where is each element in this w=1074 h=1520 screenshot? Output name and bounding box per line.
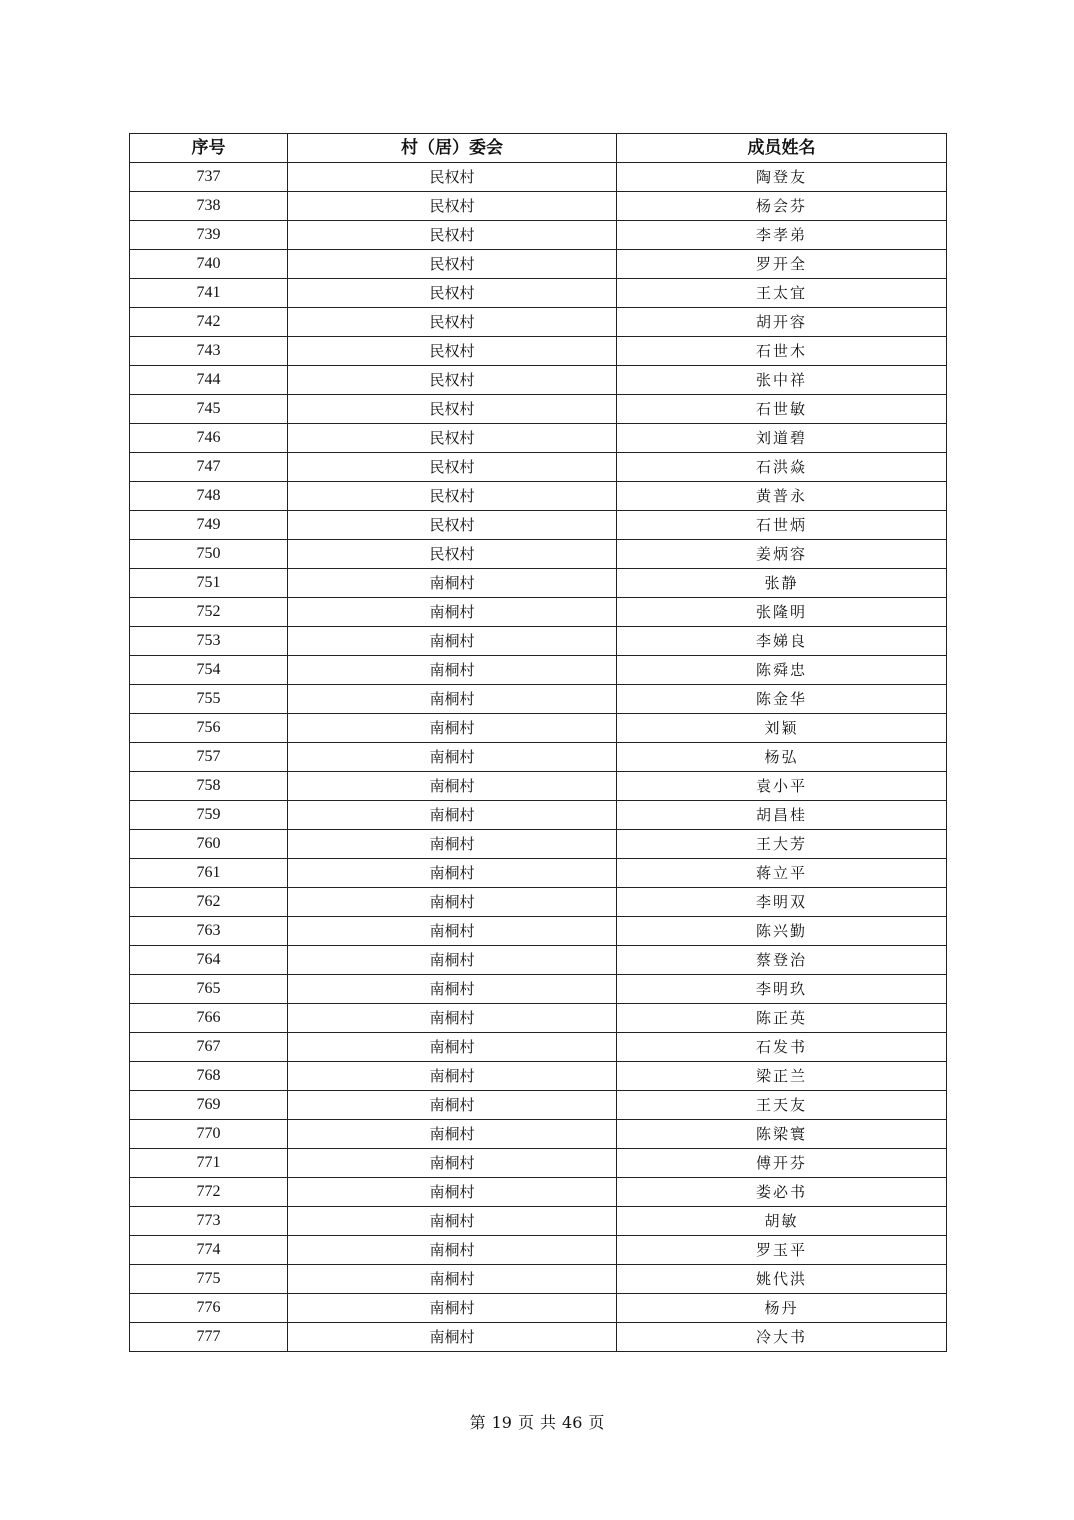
table-row xyxy=(130,569,947,598)
cell-serial-number: 771 xyxy=(130,1149,288,1178)
footer-total-label: 共 xyxy=(540,1413,557,1432)
cell-serial-number: 740 xyxy=(130,250,288,279)
cell-village-committee: 民权村 xyxy=(288,540,617,569)
cell-member-name: 黄普永 xyxy=(617,482,947,511)
cell-village-committee: 南桐村 xyxy=(288,801,617,830)
cell-village-committee: 民权村 xyxy=(288,192,617,221)
cell-village-committee: 南桐村 xyxy=(288,598,617,627)
cell-village-committee: 南桐村 xyxy=(288,1120,617,1149)
cell-village-committee: 南桐村 xyxy=(288,888,617,917)
cell-member-name: 刘道碧 xyxy=(617,424,947,453)
cell-member-name: 李孝弟 xyxy=(617,221,947,250)
cell-village-committee: 南桐村 xyxy=(288,627,617,656)
cell-member-name: 娄必书 xyxy=(617,1178,947,1207)
cell-village-committee: 南桐村 xyxy=(288,1294,617,1323)
cell-member-name: 李明玖 xyxy=(617,975,947,1004)
cell-member-name: 陈兴勤 xyxy=(617,917,947,946)
cell-serial-number: 774 xyxy=(130,1236,288,1265)
cell-serial-number: 758 xyxy=(130,772,288,801)
table-row xyxy=(130,1265,947,1294)
cell-serial-number: 748 xyxy=(130,482,288,511)
table-row xyxy=(130,1091,947,1120)
cell-member-name: 张中祥 xyxy=(617,366,947,395)
table-row xyxy=(130,337,947,366)
cell-village-committee: 南桐村 xyxy=(288,975,617,1004)
cell-serial-number: 768 xyxy=(130,1062,288,1091)
cell-village-committee: 民权村 xyxy=(288,250,617,279)
table-row xyxy=(130,743,947,772)
table-row xyxy=(130,1207,947,1236)
header-serial-number: 序号 xyxy=(130,134,288,163)
cell-serial-number: 765 xyxy=(130,975,288,1004)
table-row xyxy=(130,424,947,453)
table-row xyxy=(130,1120,947,1149)
cell-serial-number: 755 xyxy=(130,685,288,714)
table-row xyxy=(130,395,947,424)
footer-total-unit: 页 xyxy=(588,1413,605,1432)
cell-member-name: 胡昌桂 xyxy=(617,801,947,830)
cell-serial-number: 747 xyxy=(130,453,288,482)
table-row xyxy=(130,1236,947,1265)
cell-member-name: 石世敏 xyxy=(617,395,947,424)
cell-serial-number: 770 xyxy=(130,1120,288,1149)
table-header-row xyxy=(130,134,947,163)
cell-village-committee: 南桐村 xyxy=(288,830,617,859)
cell-serial-number: 743 xyxy=(130,337,288,366)
member-table xyxy=(129,133,947,1352)
cell-village-committee: 民权村 xyxy=(288,424,617,453)
cell-serial-number: 764 xyxy=(130,946,288,975)
table-row xyxy=(130,453,947,482)
cell-member-name: 石世炳 xyxy=(617,511,947,540)
table-row xyxy=(130,830,947,859)
cell-member-name: 陈舜忠 xyxy=(617,656,947,685)
cell-serial-number: 766 xyxy=(130,1004,288,1033)
cell-serial-number: 739 xyxy=(130,221,288,250)
cell-serial-number: 773 xyxy=(130,1207,288,1236)
cell-village-committee: 南桐村 xyxy=(288,743,617,772)
cell-village-committee: 南桐村 xyxy=(288,1236,617,1265)
cell-member-name: 张隆明 xyxy=(617,598,947,627)
table-row xyxy=(130,1004,947,1033)
cell-member-name: 罗玉平 xyxy=(617,1236,947,1265)
cell-serial-number: 761 xyxy=(130,859,288,888)
cell-member-name: 蒋立平 xyxy=(617,859,947,888)
cell-village-committee: 民权村 xyxy=(288,337,617,366)
cell-serial-number: 750 xyxy=(130,540,288,569)
cell-serial-number: 754 xyxy=(130,656,288,685)
cell-serial-number: 752 xyxy=(130,598,288,627)
cell-serial-number: 757 xyxy=(130,743,288,772)
footer-prefix: 第 xyxy=(469,1413,486,1432)
cell-member-name: 石世木 xyxy=(617,337,947,366)
table-row xyxy=(130,656,947,685)
cell-serial-number: 763 xyxy=(130,917,288,946)
cell-member-name: 石发书 xyxy=(617,1033,947,1062)
header-member-name: 成员姓名 xyxy=(617,134,947,163)
cell-member-name: 姚代洪 xyxy=(617,1265,947,1294)
table-row xyxy=(130,772,947,801)
table-row xyxy=(130,598,947,627)
cell-serial-number: 777 xyxy=(130,1323,288,1352)
table-row xyxy=(130,192,947,221)
cell-village-committee: 民权村 xyxy=(288,453,617,482)
cell-member-name: 王大芳 xyxy=(617,830,947,859)
cell-member-name: 冷大书 xyxy=(617,1323,947,1352)
cell-village-committee: 民权村 xyxy=(288,163,617,192)
table-row xyxy=(130,366,947,395)
cell-serial-number: 741 xyxy=(130,279,288,308)
cell-serial-number: 756 xyxy=(130,714,288,743)
cell-serial-number: 751 xyxy=(130,569,288,598)
cell-serial-number: 759 xyxy=(130,801,288,830)
cell-member-name: 杨弘 xyxy=(617,743,947,772)
footer-page-unit: 页 xyxy=(517,1413,534,1432)
cell-village-committee: 南桐村 xyxy=(288,1033,617,1062)
table-row xyxy=(130,714,947,743)
cell-serial-number: 737 xyxy=(130,163,288,192)
table-row xyxy=(130,1323,947,1352)
table-row xyxy=(130,540,947,569)
cell-serial-number: 745 xyxy=(130,395,288,424)
table-row xyxy=(130,279,947,308)
footer-total-pages: 46 xyxy=(562,1413,583,1432)
cell-village-committee: 南桐村 xyxy=(288,685,617,714)
table-row xyxy=(130,511,947,540)
cell-member-name: 陈金华 xyxy=(617,685,947,714)
table-row xyxy=(130,308,947,337)
table-row xyxy=(130,801,947,830)
cell-village-committee: 民权村 xyxy=(288,221,617,250)
table-row xyxy=(130,1033,947,1062)
cell-member-name: 陈梁寰 xyxy=(617,1120,947,1149)
cell-village-committee: 民权村 xyxy=(288,366,617,395)
cell-village-committee: 南桐村 xyxy=(288,917,617,946)
cell-member-name: 罗开全 xyxy=(617,250,947,279)
cell-village-committee: 南桐村 xyxy=(288,946,617,975)
cell-member-name: 陶登友 xyxy=(617,163,947,192)
footer-page-number: 19 xyxy=(491,1413,512,1432)
cell-serial-number: 738 xyxy=(130,192,288,221)
cell-village-committee: 南桐村 xyxy=(288,656,617,685)
table-row xyxy=(130,163,947,192)
cell-member-name: 李娣良 xyxy=(617,627,947,656)
cell-serial-number: 744 xyxy=(130,366,288,395)
cell-village-committee: 南桐村 xyxy=(288,1004,617,1033)
cell-member-name: 袁小平 xyxy=(617,772,947,801)
cell-member-name: 李明双 xyxy=(617,888,947,917)
table-row xyxy=(130,221,947,250)
cell-serial-number: 767 xyxy=(130,1033,288,1062)
cell-member-name: 姜炳容 xyxy=(617,540,947,569)
cell-member-name: 胡开容 xyxy=(617,308,947,337)
cell-serial-number: 749 xyxy=(130,511,288,540)
cell-serial-number: 746 xyxy=(130,424,288,453)
table-row xyxy=(130,888,947,917)
cell-member-name: 杨丹 xyxy=(617,1294,947,1323)
cell-village-committee: 南桐村 xyxy=(288,1149,617,1178)
table-row xyxy=(130,1149,947,1178)
table-row xyxy=(130,1294,947,1323)
cell-serial-number: 742 xyxy=(130,308,288,337)
cell-serial-number: 760 xyxy=(130,830,288,859)
cell-member-name: 刘颖 xyxy=(617,714,947,743)
table-row xyxy=(130,1178,947,1207)
cell-village-committee: 南桐村 xyxy=(288,1265,617,1294)
cell-village-committee: 南桐村 xyxy=(288,1207,617,1236)
cell-member-name: 王天友 xyxy=(617,1091,947,1120)
cell-village-committee: 南桐村 xyxy=(288,714,617,743)
cell-member-name: 梁正兰 xyxy=(617,1062,947,1091)
cell-member-name: 傅开芬 xyxy=(617,1149,947,1178)
cell-serial-number: 776 xyxy=(130,1294,288,1323)
cell-village-committee: 南桐村 xyxy=(288,859,617,888)
cell-village-committee: 民权村 xyxy=(288,395,617,424)
cell-serial-number: 775 xyxy=(130,1265,288,1294)
cell-village-committee: 民权村 xyxy=(288,482,617,511)
table-row xyxy=(130,482,947,511)
page-footer xyxy=(0,1410,1074,1433)
table-row xyxy=(130,685,947,714)
cell-village-committee: 民权村 xyxy=(288,279,617,308)
cell-member-name: 蔡登治 xyxy=(617,946,947,975)
cell-village-committee: 南桐村 xyxy=(288,772,617,801)
cell-village-committee: 民权村 xyxy=(288,308,617,337)
header-village-committee: 村（居）委会 xyxy=(288,134,617,163)
table-row xyxy=(130,946,947,975)
cell-serial-number: 762 xyxy=(130,888,288,917)
table-row xyxy=(130,975,947,1004)
cell-member-name: 王太宜 xyxy=(617,279,947,308)
cell-serial-number: 753 xyxy=(130,627,288,656)
cell-village-committee: 南桐村 xyxy=(288,1323,617,1352)
table-row xyxy=(130,627,947,656)
cell-member-name: 陈正英 xyxy=(617,1004,947,1033)
table-row xyxy=(130,859,947,888)
cell-village-committee: 南桐村 xyxy=(288,1091,617,1120)
table-row xyxy=(130,917,947,946)
table-row xyxy=(130,1062,947,1091)
cell-serial-number: 769 xyxy=(130,1091,288,1120)
cell-member-name: 张静 xyxy=(617,569,947,598)
cell-member-name: 胡敏 xyxy=(617,1207,947,1236)
table-row xyxy=(130,250,947,279)
cell-village-committee: 南桐村 xyxy=(288,569,617,598)
cell-village-committee: 民权村 xyxy=(288,511,617,540)
cell-village-committee: 南桐村 xyxy=(288,1062,617,1091)
cell-village-committee: 南桐村 xyxy=(288,1178,617,1207)
cell-serial-number: 772 xyxy=(130,1178,288,1207)
cell-member-name: 石洪焱 xyxy=(617,453,947,482)
table-body xyxy=(130,163,947,1352)
cell-member-name: 杨会芬 xyxy=(617,192,947,221)
